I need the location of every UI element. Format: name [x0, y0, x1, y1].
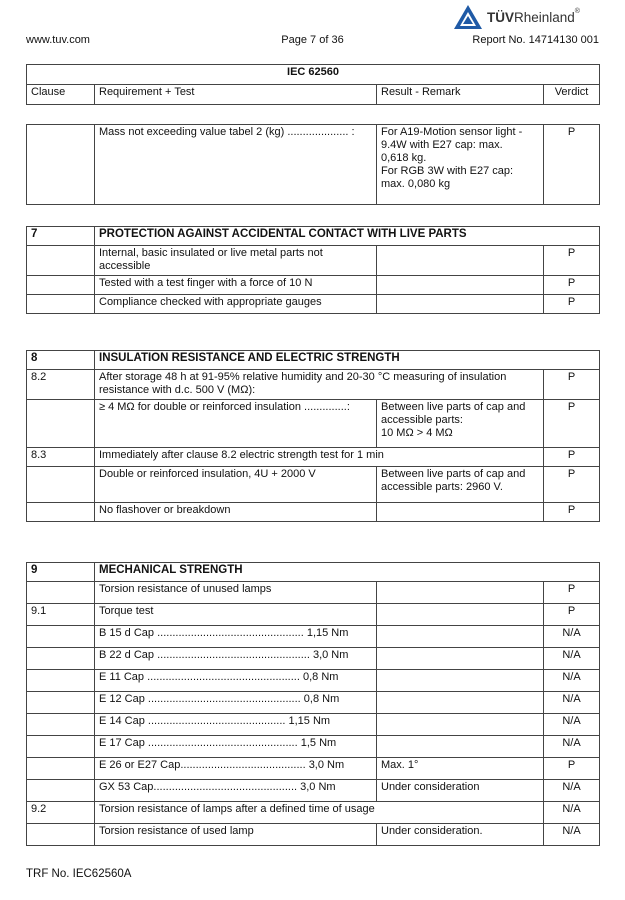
row-result: Max. 1° — [377, 758, 544, 780]
row-verdict: P — [544, 758, 600, 780]
row-verdict: N/A — [544, 824, 600, 846]
row-verdict: N/A — [544, 802, 600, 824]
row-result — [377, 582, 544, 604]
row-verdict: N/A — [544, 626, 600, 648]
row-verdict: P — [544, 604, 600, 626]
row-requirement: Torsion resistance of unused lamps — [95, 582, 377, 604]
table-row — [27, 824, 600, 846]
row-result — [377, 714, 544, 736]
row-clause — [27, 692, 95, 714]
row-requirement: E 11 Cap .................................................. 0,8 Nm — [95, 670, 377, 692]
row-verdict: N/A — [544, 736, 600, 758]
row-result — [377, 648, 544, 670]
row-result — [377, 692, 544, 714]
section-9-title: MECHANICAL STRENGTH — [95, 563, 600, 582]
row-clause — [27, 736, 95, 758]
row-clause — [27, 582, 95, 604]
table-row — [27, 670, 600, 692]
table-row — [27, 780, 600, 802]
table-row: No flashover or breakdown — [95, 503, 377, 522]
table-row — [27, 802, 600, 824]
section-9-clause: 9 — [27, 563, 95, 582]
row-verdict: P — [544, 582, 600, 604]
row-requirement: E 17 Cap ................................................. 1,5 Nm — [95, 736, 377, 758]
row-verdict: N/A — [544, 692, 600, 714]
table-row: Tested with a test finger with a force of 10 N — [95, 276, 377, 295]
section-8-clause: 8 — [27, 351, 95, 370]
mass-verdict: P — [544, 125, 600, 205]
col-result: Result - Remark — [377, 85, 544, 105]
row-clause — [27, 670, 95, 692]
section-7-clause: 7 — [27, 227, 95, 246]
row-clause — [27, 780, 95, 802]
row-verdict: N/A — [544, 780, 600, 802]
row-requirement: Torsion resistance of used lamp — [95, 824, 377, 846]
row-clause — [27, 758, 95, 780]
page-number: Page 7 of 36 — [281, 34, 344, 46]
row-requirement: E 14 Cap ............................................. 1,15 Nm — [95, 714, 377, 736]
table-row — [27, 604, 600, 626]
logo-text: TÜVRheinland® — [487, 8, 580, 25]
report-number: Report No. 14714130 001 — [472, 34, 599, 46]
table-row — [27, 714, 600, 736]
table-row — [27, 736, 600, 758]
col-verdict: Verdict — [544, 85, 600, 105]
mass-table — [26, 124, 600, 205]
row-requirement: B 15 d Cap ................................................ 1,15 Nm — [95, 626, 377, 648]
row-requirement: Torsion resistance of lamps after a defined time of usage — [95, 802, 544, 824]
section-7-title: PROTECTION AGAINST ACCIDENTAL CONTACT WITH LIVE PARTS — [95, 227, 600, 246]
page-header — [26, 34, 599, 48]
table-row: Immediately after clause 8.2 electric strength test for 1 min — [95, 448, 544, 467]
row-verdict: N/A — [544, 714, 600, 736]
triangle-logo-icon — [453, 4, 483, 30]
col-clause: Clause — [27, 85, 95, 105]
row-verdict: N/A — [544, 648, 600, 670]
table-row — [27, 692, 600, 714]
table-row — [27, 626, 600, 648]
row-requirement: E 12 Cap .................................................. 0,8 Nm — [95, 692, 377, 714]
row-requirement: B 22 d Cap .................................................. 3,0 Nm — [95, 648, 377, 670]
standard-title: IEC 62560 — [27, 65, 600, 85]
table-row: Internal, basic insulated or live metal parts not accessible — [95, 246, 377, 276]
section-8-table: 8 INSULATION RESISTANCE AND ELECTRIC STRENGTH 8.2 After storage 48 h at 91-95% relative humidity and 20-30 °C measuring of insulation resistance with d.c. 500 V (MΩ): P ≥ 4 MΩ for double or reinforced insulation ..............: Between live parts of cap and accessible parts: 10 MΩ > 4 MΩ P 8.3 Immediately after clause 8.2 electric strength test for 1 min P Double or reinforced insulation, 4U + 2000 V Between live parts of cap and accessible parts: 2960 V. P No flashover or breakdown P — [26, 350, 600, 522]
row-result: Under consideration. — [377, 824, 544, 846]
mass-requirement: Mass not exceeding value tabel 2 (kg) .................... : — [95, 125, 377, 205]
website-text: www.tuv.com — [26, 34, 90, 46]
table-row: ≥ 4 MΩ for double or reinforced insulation ..............: — [95, 400, 377, 448]
table-row: Compliance checked with appropriate gauges — [95, 295, 377, 314]
row-result — [377, 604, 544, 626]
row-clause — [27, 714, 95, 736]
row-clause: 9.2 — [27, 802, 95, 824]
row-result — [377, 670, 544, 692]
row-requirement: Torque test — [95, 604, 377, 626]
table-row: Double or reinforced insulation, 4U + 2000 V — [95, 467, 377, 503]
row-clause — [27, 626, 95, 648]
table-row: After storage 48 h at 91-95% relative humidity and 20-30 °C measuring of insulation resistance with d.c. 500 V (MΩ): — [95, 370, 544, 400]
row-clause: 9.1 — [27, 604, 95, 626]
row-clause — [27, 824, 95, 846]
table-row — [27, 582, 600, 604]
section-9-table — [26, 562, 600, 846]
row-requirement: GX 53 Cap............................................... 3,0 Nm — [95, 780, 377, 802]
section-7-table: 7 PROTECTION AGAINST ACCIDENTAL CONTACT WITH LIVE PARTS Internal, basic insulated or live metal parts not accessible P Tested with a test finger with a force of 10 N P Compliance checked with appropriate gauges P — [26, 226, 600, 314]
row-verdict: N/A — [544, 670, 600, 692]
row-result — [377, 626, 544, 648]
section-8-title: INSULATION RESISTANCE AND ELECTRIC STRENGTH — [95, 351, 600, 370]
row-result: Under consideration — [377, 780, 544, 802]
mass-result: For A19-Motion sensor light - 9.4W with E27 cap: max. 0,618 kg. For RGB 3W with E27 cap: max. 0,080 kg — [377, 125, 544, 205]
tuv-logo — [453, 4, 603, 30]
col-requirement: Requirement + Test — [95, 85, 377, 105]
mass-clause — [27, 125, 95, 205]
trf-number: TRF No. IEC62560A — [26, 868, 132, 880]
row-requirement: E 26 or E27 Cap......................................... 3,0 Nm — [95, 758, 377, 780]
row-clause — [27, 648, 95, 670]
table-row — [27, 758, 600, 780]
table-row — [27, 648, 600, 670]
standard-header-table — [26, 64, 600, 105]
row-result — [377, 736, 544, 758]
